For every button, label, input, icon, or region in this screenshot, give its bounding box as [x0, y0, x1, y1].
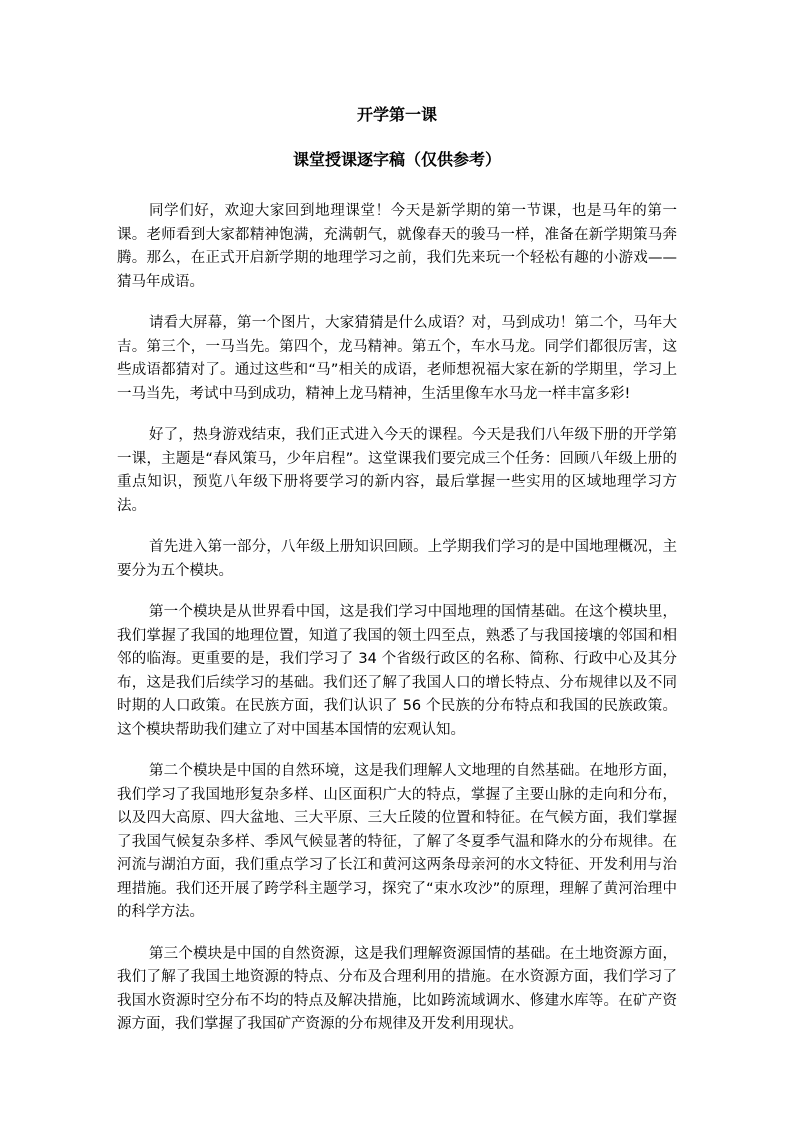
paragraph-intro: 同学们好，欢迎大家回到地理课堂！今天是新学期的第一节课，也是马年的第一课。老师看到大家都精神饱满，充满朝气，就像春天的骏马一样，准备在新学期策马奔腾。那么，在正式开启新学期的地理学习之前，我们先来玩一个轻松有趣的小游戏——猜马年成语。: [117, 203, 677, 290]
document-subtitle: 课堂授课逐字稿（仅供参考）: [292, 150, 501, 169]
paragraph-idiom-game: 请看大屏幕，第一个图片，大家猜猜是什么成语？对，马到成功！第二个，马年大吉。第三个，一马当先。第四个，龙马精神。第五个，车水马龙。同学们都很厉害，这些成语都猜对了。通过这些和“马”相关的成语，老师想祝福大家在新的学期里，学习上一马当先，考试中马到成功，精神上龙马精神，生活里像车水马龙一样丰富多彩!: [117, 315, 677, 402]
paragraph-review-overview: 首先进入第一部分，八年级上册知识回顾。上学期我们学习的是中国地理概况，主要分为五个模块。: [117, 539, 677, 579]
paragraph-module-1: 第一个模块是从世界看中国，这是我们学习中国地理的国情基础。在这个模块里，我们掌握了我国的地理位置，知道了我国的领土四至点，熟悉了与我国接壤的邻国和相邻的临海。更重要的是，我们学习了 34 个省级行政区的名称、简称、行政中心及其分布，这是我们后续学习的基础。我们还了解了我国人口的增长特点、分布规律以及不同时期的人口政策。在民族方面，我们认识了 56 个民族的分布特点和我国的民族政策。这个模块帮助我们建立了对中国基本国情的宏观认知。: [117, 604, 677, 738]
paragraph-course-theme: 好了，热身游戏结束，我们正式进入今天的课程。今天是我们八年级下册的开学第一课，主题是“春风策马，少年启程”。这堂课我们要完成三个任务：回顾八年级上册的重点知识，预览八年级下册将要学习的新内容，最后掌握一些实用的区域地理学习方法。: [117, 427, 677, 514]
paragraph-module-3: 第三个模块是中国的自然资源，这是我们理解资源国情的基础。在土地资源方面，我们了解了我国土地资源的特点、分布及合理利用的措施。在水资源方面，我们学习了我国水资源时空分布不均的特点及解决措施，比如跨流域调水、修建水库等。在矿产资源方面，我们掌握了我国矿产资源的分布规律及开发利用现状。: [117, 945, 677, 1032]
document-body: [117, 200, 677, 1055]
document-title: 开学第一课: [356, 105, 437, 124]
paragraph-module-2: 第二个模块是中国的自然环境，这是我们理解人文地理的自然基础。在地形方面，我们学习了我国地形复杂多样、山区面积广大的特点，掌握了主要山脉的走向和分布，以及四大高原、四大盆地、三大平原、三大丘陵的位置和特征。在气候方面，我们掌握了我国气候复杂多样、季风气候显著的特征，了解了冬夏季气温和降水的分布规律。在河流与湖泊方面，我们重点学习了长江和黄河这两条母亲河的水文特征、开发利用与治理措施。我们还开展了跨学科主题学习，探究了“束水攻沙”的原理，理解了黄河治理中的科学方法。: [117, 763, 677, 920]
